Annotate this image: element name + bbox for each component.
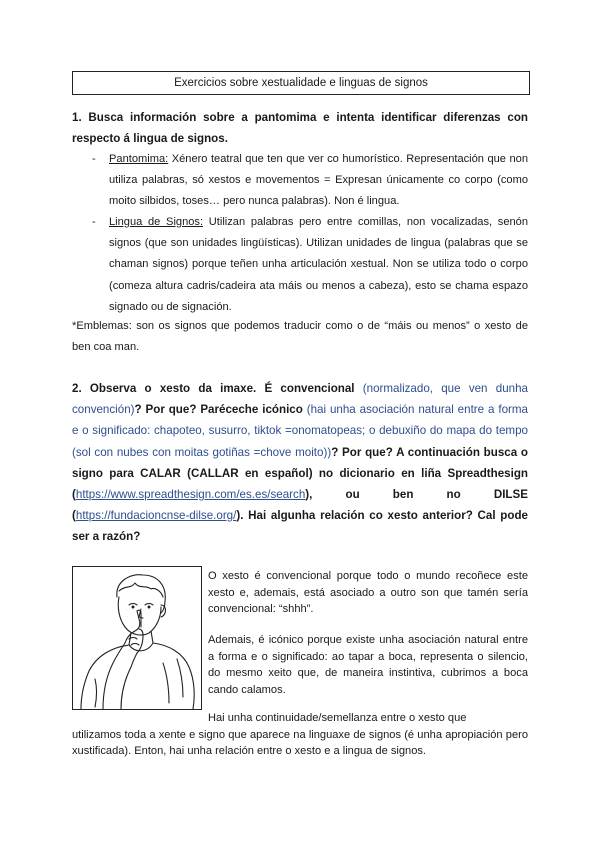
definition-lingua-de-signos: Utilizan palabras pero entre comillas, non vocalizadas, senón signos (que son unidades lingüísticas). Utilizan unidades de lingua (palabras que se chaman signos) porque teñen unha articulación xestual. Non se utiliza todo o corpo (comeza altura cadris/cadeira ata máis ou menos a cabeza), esto se chama espazo signado ou de signación.: [109, 216, 528, 313]
definition-pantomima: Xénero teatral que ten que ver co humorístico. Representación que non utiliza palabras, só xestos e movementos = Expresan únicamente co corpo (como moito silbidos, toses… pero nunca palabras). Non é lingua.: [109, 153, 528, 208]
shushing-gesture-image: [72, 566, 202, 710]
q2-text-4: ), ou ben no DILSE (: [72, 488, 528, 523]
dilse-link[interactable]: https://fundacioncnse-dilse.org/: [75, 509, 237, 523]
question-1: 1. Busca información sobre a pantomima e intenta identificar diferenzas con respecto á lingua de signos.: [72, 111, 528, 146]
answer-paragraph-1: O xesto é convencional porque todo o mundo recoñece este xesto e, ademais, está asociado a outro son que tamén sería convencional: “shhh”.: [208, 570, 528, 616]
answer-paragraph-3-first-line: Hai unha continuidade/semellanza entre o xesto que: [208, 712, 467, 724]
answer-paragraph-2: Ademais, é icónico porque existe unha asociación natural entre a forma e o significado: ao tapar a boca, representa o silencio, do mesmo xeito que, de maneira instintiva, cubrimos a boca cando calamos.: [208, 634, 528, 696]
emblemas-note: *Emblemas: son os signos que podemos traducir como o de “máis ou menos” o xesto de ben coa man.: [72, 320, 528, 354]
term-lingua-de-signos: Lingua de Signos:: [109, 216, 204, 228]
q2-text-3: ? Por que? A continuación busca o signo para CALAR (CALLAR en español) no dicionario en liña Spreadthesign (: [72, 445, 529, 502]
question-2: [72, 378, 528, 548]
list-dash: -: [92, 216, 96, 228]
q2-text-2: ? Por que? Paréceche icónico: [134, 403, 307, 417]
q2-hint-convencional: (normalizado, que ven dunha convención): [72, 382, 528, 417]
q2-text-1: 2. Observa o xesto da imaxe. É convencional: [72, 382, 363, 395]
person-shushing-icon: [73, 567, 201, 709]
q2-text-5: ). Hai algunha relación co xesto anterior? Cal pode ser a razón?: [72, 509, 528, 544]
term-pantomima: Pantomima:: [109, 153, 169, 165]
q2-hint-iconico: (hai unha asociación natural entre a forma e o significado: chapoteo, susurro, tiktok =onomatopeas; o debuxiño do mapa do tempo (sol con nubes con moitas gotiñas =chove moito)): [72, 403, 528, 459]
answer-paragraph-3: [72, 710, 528, 760]
list-item-lingua-de-signos: [92, 212, 528, 318]
list-dash: -: [92, 153, 96, 165]
answer-paragraph-3-rest: utilizamos toda a xente e signo que aparece na linguaxe de signos (é unha apropiación pero xustificada). Enton, hai unha relación entre o xesto e a lingua de signos.: [72, 728, 528, 758]
page-title: [72, 71, 530, 95]
page-title-text: Exercicios sobre xestualidade e linguas de signos: [174, 77, 428, 89]
spreadthesign-link[interactable]: https://www.spreadthesign.com/es.es/search: [75, 488, 306, 502]
list-item-pantomima: [92, 149, 528, 213]
